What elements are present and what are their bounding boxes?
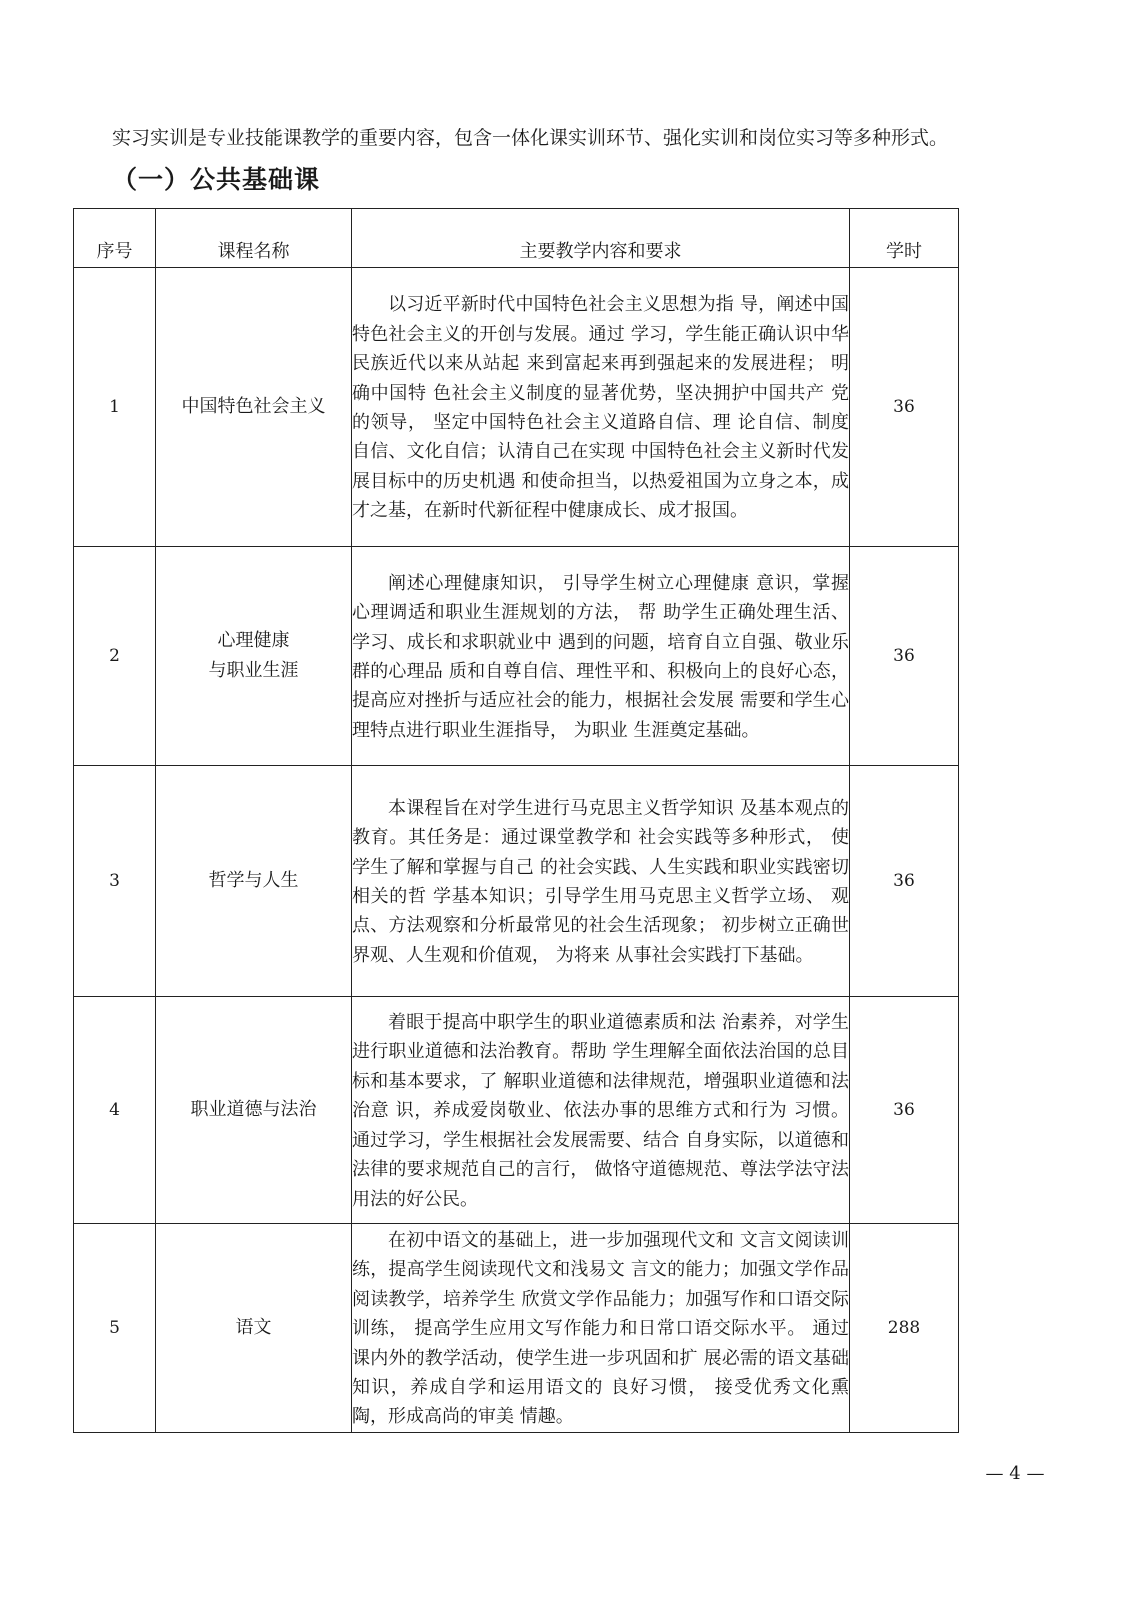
row-hours: 36 [850,547,959,766]
course-name-line: 哲学与人生 [208,870,299,891]
row-index: 1 [74,268,156,547]
content-text: 以习近平新时代中国特色社会主义思想为指 导，阐述中国特色社会主义的开创与发展。通过 学习，学生能正确认识中华民族近代以来从站起 来到富起来再到强起来的发展进程； 明确中国特 色社会主义制度的显著优势，坚决拥护中国共产 党的领导， 坚定中国特色社会主义道路自信、理 论自信、制度自信、文化自信；认清自己在实现 中国特色社会主义新时代发展目标中的历史机遇 和使命担当，以热爱祖国为立身之本，成才之基，在新时代新征程中健康成长、成才报国。 [352,294,849,522]
course-name-line: 与职业生涯 [208,660,299,681]
content-text: 在初中语文的基础上，进一步加强现代文和 文言文阅读训练，提高学生阅读现代文和浅易文 言文的能力；加强文学作品阅读教学，培养学生 欣赏文学作品能力；加强写作和口语交际训练， 提高学生应用文写作能力和日常口语交际水平。 通过课内外的教学活动，使学生进一步巩固和扩 展必需的语文基础知识，养成自学和运用语文的 良好习惯， 接受优秀文化熏陶，形成高尚的审美 情趣。 [352,1230,849,1428]
row-course-name [156,1224,352,1433]
content-text: 本课程旨在对学生进行马克思主义哲学知识 及基本观点的教育。其任务是：通过课堂教学和 社会实践等多种形式， 使学生了解和掌握与自己 的社会实践、人生实践和职业实践密切相关的哲 学基本知识；引导学生用马克思主义哲学立场、 观点、方法观察和分析最常见的社会生活现象； 初步树立正确世界观、人生观和价值观， 为将来 从事社会实践打下基础。 [352,797,849,966]
course-table [73,208,959,1433]
row-index: 3 [74,766,156,997]
course-name-line: 中国特色社会主义 [181,396,326,417]
table-row [74,997,959,1224]
row-hours: 288 [850,1224,959,1433]
course-name-line: 语文 [235,1316,272,1338]
content-text: 着眼于提高中职学生的职业道德素质和法 治素养，对学生进行职业道德和法治教育。帮助 学生理解全面依法治国的总目标和基本要求，了 解职业道德和法律规范，增强职业道德和法治意 识，养成爱岗敬业、依法办事的思维方式和行为 习惯。通过学习，学生根据社会发展需要、结合 自身实际，以道德和法律的要求规范自己的言行， 做恪守道德规范、尊法学法守法用法的好公民。 [352,1012,849,1210]
row-content [352,1224,850,1433]
row-hours: 36 [850,997,959,1224]
header-content: 主要教学内容和要求 [352,209,850,268]
page-number: — 4 — [985,1463,1045,1484]
table-row [74,766,959,997]
row-content [352,766,850,997]
row-content [352,547,850,766]
row-course-name [156,268,352,547]
row-content [352,997,850,1224]
header-course-name: 课程名称 [156,209,352,268]
header-index: 序号 [74,209,156,268]
header-hours: 学时 [850,209,959,268]
section-heading: （一）公共基础课 [112,165,321,194]
row-index: 5 [74,1224,156,1433]
row-index: 2 [74,547,156,766]
row-hours: 36 [850,268,959,547]
row-course-name [156,547,352,766]
row-content [352,268,850,547]
row-hours: 36 [850,766,959,997]
course-name-line: 心理健康 [217,630,290,651]
row-index: 4 [74,997,156,1224]
course-name-line: 职业道德与法治 [190,1099,317,1120]
table-row [74,547,959,766]
table-header-row [74,209,959,268]
content-text: 阐述心理健康知识， 引导学生树立心理健康 意识，掌握心理调适和职业生涯规划的方法， 帮 助学生正确处理生活、学习、成长和求职就业中 遇到的问题，培育自立自强、敬业乐群的心理品 质和自尊自信、理性平和、积极向上的良好心态， 提高应对挫折与适应社会的能力，根据社会发展 需要和学生心理特点进行职业生涯指导， 为职业 生涯奠定基础。 [352,572,849,741]
table-row [74,1224,959,1433]
intro-paragraph: 实习实训是专业技能课教学的重要内容，包含一体化课实训环节、强化实训和岗位实习等多种形式。 [112,127,949,149]
row-course-name [156,997,352,1224]
table-row [74,268,959,547]
row-course-name [156,766,352,997]
